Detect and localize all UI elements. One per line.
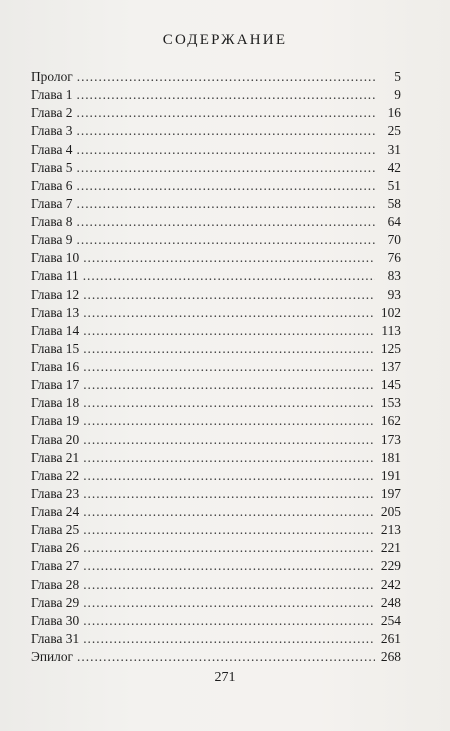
toc-entry-page: 51	[387, 177, 401, 193]
toc-entry-page: 31	[387, 141, 401, 157]
toc-entry	[31, 503, 401, 521]
dot-leader	[83, 503, 375, 521]
toc-entry-label: Глава 4	[31, 141, 73, 157]
toc-entry-page: 76	[387, 250, 401, 266]
dot-leader	[83, 267, 375, 285]
toc-entry-page: 16	[387, 105, 401, 121]
toc-entry-page: 137	[380, 359, 401, 374]
toc-entry-page: 268	[380, 649, 401, 664]
dot-leader	[83, 576, 375, 594]
toc-entry-page: 83	[387, 268, 401, 284]
toc-entry-label: Глава 10	[31, 250, 80, 266]
toc-entry	[31, 231, 401, 249]
dot-leader	[83, 394, 375, 412]
toc-entry-page: 58	[387, 195, 401, 211]
toc-entry	[31, 213, 401, 231]
toc-entry-label: Глава 17	[31, 377, 80, 393]
toc-entry	[31, 340, 401, 358]
toc-entry-page: 242	[380, 576, 401, 592]
toc-entry	[31, 431, 401, 449]
toc-entry	[31, 594, 401, 612]
dot-leader	[83, 521, 375, 539]
toc-entry-page: 213	[380, 522, 401, 538]
dot-leader	[77, 231, 376, 249]
toc-entry	[31, 322, 401, 340]
toc-entry-label: Глава 11	[31, 268, 79, 284]
toc-entry	[31, 104, 401, 122]
dot-leader	[83, 594, 375, 612]
dot-leader	[83, 286, 375, 304]
dot-leader	[83, 431, 375, 449]
toc-entry-label: Глава 31	[31, 630, 80, 646]
toc-entry-page: 173	[380, 431, 401, 447]
toc-entry	[31, 122, 401, 140]
toc-entry	[31, 376, 401, 394]
toc-entry-page: 153	[380, 395, 401, 411]
toc-entry-page: 181	[380, 449, 401, 465]
dot-leader	[83, 376, 375, 394]
toc-entry-label: Глава 16	[31, 359, 80, 374]
toc-entry	[31, 141, 401, 159]
toc-entry	[31, 521, 401, 539]
toc-entry-page: 42	[387, 159, 401, 175]
toc-entry	[31, 485, 401, 503]
dot-leader	[83, 467, 375, 485]
dot-leader	[77, 177, 376, 195]
toc-entry-label: Глава 14	[31, 322, 80, 338]
toc-entry	[31, 394, 401, 412]
toc-entry-label: Глава 24	[31, 504, 80, 519]
toc-entry-label: Глава 9	[31, 232, 73, 248]
table-of-contents	[31, 68, 401, 666]
toc-entry	[31, 159, 401, 177]
toc-entry-label: Глава 3	[31, 123, 73, 139]
dot-leader	[83, 412, 375, 430]
toc-entry	[31, 557, 401, 575]
toc-entry-page: 113	[381, 322, 401, 338]
toc-entry-label: Глава 13	[31, 304, 80, 320]
toc-entry-label: Глава 2	[31, 105, 73, 121]
toc-entry-label: Глава 20	[31, 431, 80, 447]
toc-entry	[31, 304, 401, 322]
toc-entry-page: 145	[380, 377, 401, 393]
toc-entry	[31, 358, 401, 376]
toc-entry	[31, 630, 401, 648]
toc-entry	[31, 249, 401, 267]
toc-entry-label: Глава 1	[31, 87, 73, 103]
toc-entry-label: Глава 21	[31, 449, 80, 465]
dot-leader	[83, 304, 375, 322]
toc-entry-page: 229	[380, 558, 401, 574]
dot-leader	[83, 539, 375, 557]
dot-leader	[77, 195, 376, 213]
toc-entry	[31, 267, 401, 285]
dot-leader	[83, 249, 375, 267]
toc-entry-page: 205	[380, 504, 401, 519]
dot-leader	[83, 557, 375, 575]
toc-entry	[31, 177, 401, 195]
toc-entry-page: 102	[380, 304, 401, 320]
toc-entry	[31, 467, 401, 485]
dot-leader	[77, 159, 376, 177]
dot-leader	[77, 86, 376, 104]
toc-entry	[31, 576, 401, 594]
toc-entry	[31, 648, 401, 666]
dot-leader	[77, 68, 375, 86]
toc-entry-label: Эпилог	[31, 649, 74, 664]
toc-entry-page: 197	[380, 485, 401, 501]
toc-entry-label: Глава 12	[31, 286, 80, 302]
toc-entry-label: Глава 18	[31, 395, 80, 411]
toc-entry	[31, 412, 401, 430]
toc-entry-label: Глава 5	[31, 159, 73, 175]
toc-entry-page: 5	[394, 69, 401, 84]
page-number: 271	[214, 670, 236, 685]
dot-leader	[77, 104, 376, 122]
toc-entry	[31, 449, 401, 467]
toc-entry-label: Глава 8	[31, 214, 73, 229]
dot-leader	[83, 485, 375, 503]
toc-entry-label: Глава 6	[31, 177, 73, 193]
toc-entry-page: 70	[387, 232, 401, 248]
toc-entry-label: Глава 30	[31, 612, 80, 628]
toc-entry-page: 93	[387, 286, 401, 302]
toc-entry-page: 261	[380, 630, 401, 646]
dot-leader	[83, 612, 375, 630]
toc-entry-page: 162	[380, 413, 401, 429]
dot-leader	[77, 122, 376, 140]
dot-leader	[83, 630, 375, 648]
toc-entry-page: 125	[380, 340, 401, 356]
toc-entry-label: Глава 7	[31, 195, 73, 211]
page-title: СОДЕРЖАНИЕ	[162, 32, 288, 48]
toc-entry-page: 9	[394, 87, 401, 103]
dot-leader	[83, 322, 375, 340]
toc-entry	[31, 86, 401, 104]
toc-entry-page: 64	[387, 214, 401, 229]
toc-entry	[31, 286, 401, 304]
dot-leader	[83, 358, 375, 376]
toc-entry	[31, 539, 401, 557]
toc-entry-label: Глава 23	[31, 485, 80, 501]
toc-entry	[31, 68, 401, 86]
toc-entry-label: Глава 15	[31, 340, 80, 356]
toc-entry-label: Глава 29	[31, 594, 80, 610]
toc-entry-label: Пролог	[31, 69, 73, 84]
toc-entry-page: 248	[380, 594, 401, 610]
toc-entry-page: 221	[380, 540, 401, 556]
toc-entry-page: 25	[387, 123, 401, 139]
toc-entry-label: Глава 19	[31, 413, 80, 429]
toc-entry-label: Глава 25	[31, 522, 80, 538]
toc-entry-page: 191	[380, 467, 401, 483]
toc-entry	[31, 195, 401, 213]
toc-entry-label: Глава 22	[31, 467, 80, 483]
dot-leader	[83, 340, 375, 358]
dot-leader	[77, 648, 375, 666]
toc-entry-label: Глава 26	[31, 540, 80, 556]
dot-leader	[83, 449, 375, 467]
toc-entry-label: Глава 28	[31, 576, 80, 592]
dot-leader	[77, 213, 376, 231]
toc-entry	[31, 612, 401, 630]
dot-leader	[77, 141, 376, 159]
toc-entry-label: Глава 27	[31, 558, 80, 574]
toc-entry-page: 254	[380, 612, 401, 628]
